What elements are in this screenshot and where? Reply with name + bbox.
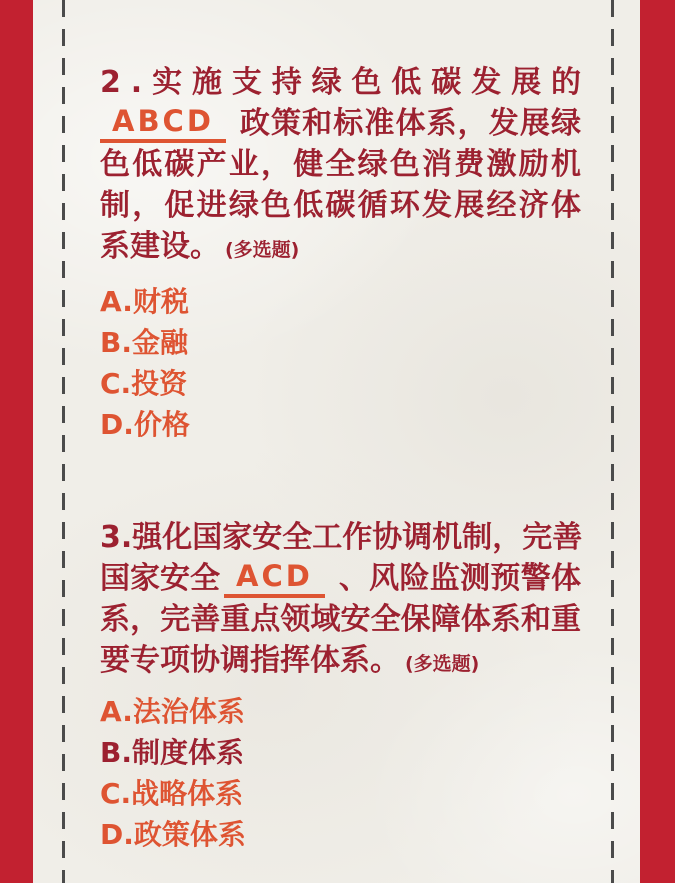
question-2-line-2 — [100, 103, 581, 144]
left-red-band — [0, 0, 33, 883]
question-2-line-1: 2 . 实 施 支 持 绿 色 低 碳 发 展 的 — [100, 65, 581, 100]
question-2-line-5 — [100, 226, 581, 267]
quiz-content — [100, 62, 581, 855]
question-2-option-d: D.价格 — [100, 408, 190, 441]
question-3-option-d: D.政策体系 — [100, 818, 246, 851]
question-3-line-4-text: 要专项协调指挥体系。 — [100, 643, 400, 678]
question-2 — [100, 62, 581, 445]
right-dashed-border — [611, 0, 614, 883]
question-2-line-3: 色 低 碳 产 业 ， 健 全 绿 色 消 费 激 励 机 — [100, 147, 581, 182]
question-2-option-a: A.财税 — [100, 285, 189, 318]
question-2-options — [100, 281, 581, 445]
question-3-answer-blank: ACD — [224, 560, 325, 598]
question-3-option-b: B.制度体系 — [100, 736, 244, 769]
question-2-line-4: 制 ， 促 进 绿 色 低 碳 循 环 发 展 经 济 体 — [100, 188, 581, 223]
question-3 — [100, 517, 581, 855]
question-3-options — [100, 691, 581, 855]
question-3-option-a: A.法治体系 — [100, 695, 245, 728]
question-2-type-tag: (多选题) — [225, 239, 300, 261]
right-red-band — [640, 0, 675, 883]
question-2-answer-blank: ABCD — [100, 105, 226, 143]
question-2-line-5-text: 系建设。 — [100, 229, 220, 264]
question-3-line-3: 系 ， 完 善 重 点 领 域 安 全 保 障 体 系 和 重 — [100, 602, 581, 637]
question-3-line-2-pre: 国家安全 — [100, 561, 220, 596]
question-3-line-2-text: 、 风 险 监 测 预 警 体 — [338, 561, 581, 596]
question-3-line-1: 3 . 强 化 国 家 安 全 工 作 协 调 机 制 ， 完 善 — [100, 520, 583, 555]
question-3-type-tag: (多选题) — [405, 653, 480, 675]
question-2-option-b: B.金融 — [100, 326, 188, 359]
question-3-line-4 — [100, 640, 581, 681]
left-dashed-border — [62, 0, 65, 883]
question-3-line-2 — [100, 558, 581, 599]
question-3-option-c: C.战略体系 — [100, 777, 244, 810]
question-2-option-c: C.投资 — [100, 367, 188, 400]
question-2-line-2-text: 政 策 和 标 准 体 系 ， 发 展 绿 — [239, 106, 581, 141]
